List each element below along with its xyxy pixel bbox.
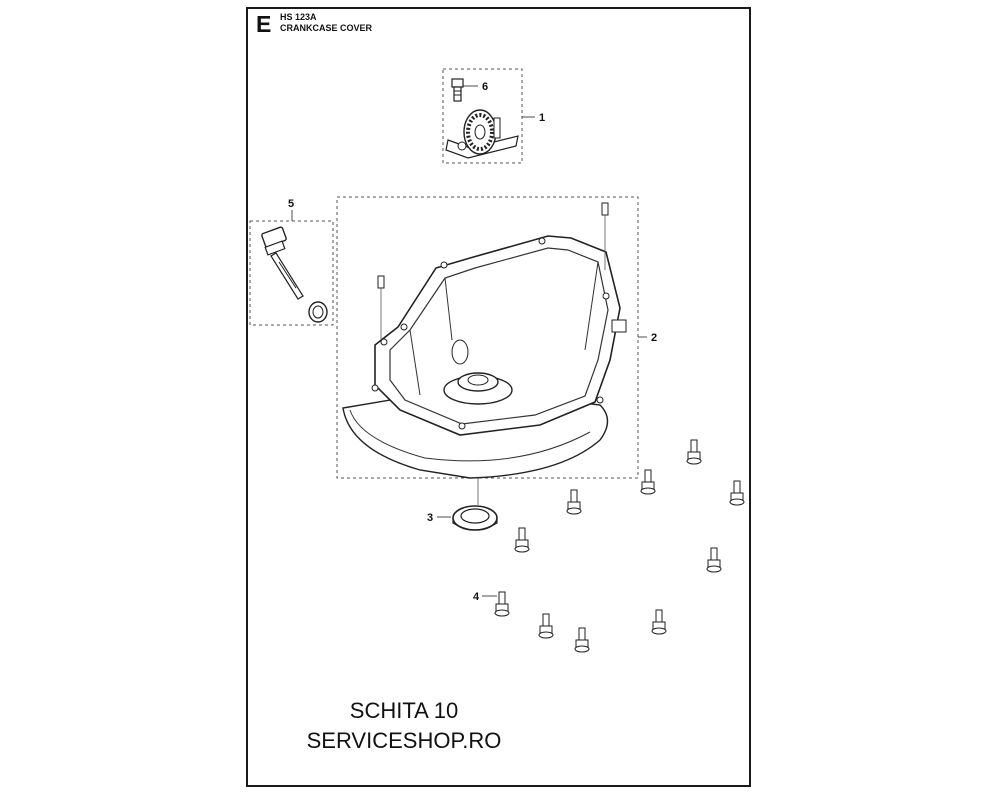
bolt-icon [641, 470, 655, 494]
bolt-icon [687, 440, 701, 464]
bolt-icon [730, 481, 744, 505]
dowel-pin-icon [378, 276, 384, 288]
bolt-icon [707, 548, 721, 572]
callout-1: 1 [539, 112, 546, 124]
bolt-icon [575, 628, 589, 652]
crankcase-cover-icon [343, 203, 626, 478]
washer-icon [309, 302, 327, 322]
callout-4: 4 [473, 591, 480, 603]
part-2-group [337, 197, 647, 478]
model-number: HS 123A [280, 12, 317, 22]
diagram-title: CRANKCASE COVER [280, 23, 373, 33]
bolt-icon [495, 592, 509, 616]
bolt-icon [652, 610, 666, 634]
part-5-group [250, 210, 333, 325]
bolt-icon [539, 614, 553, 638]
callout-5: 5 [288, 198, 295, 210]
footer-sketch-label: SCHITA 10 [349, 698, 459, 723]
bolt-icon [567, 490, 581, 514]
oil-seal-icon [437, 478, 497, 530]
part-1-group [443, 69, 535, 163]
dowel-pin-icon [602, 203, 608, 215]
callout-3: 3 [427, 512, 434, 524]
bolt-6-icon [452, 79, 463, 101]
callout-6: 6 [482, 81, 489, 93]
callout-2: 2 [651, 332, 658, 344]
section-letter: E [256, 11, 272, 37]
oil-pump-gear-icon [446, 110, 518, 158]
bolt-icon [515, 528, 529, 552]
dipstick-icon [261, 227, 303, 299]
footer-site-label: SERVICESHOP.RO [306, 728, 502, 753]
